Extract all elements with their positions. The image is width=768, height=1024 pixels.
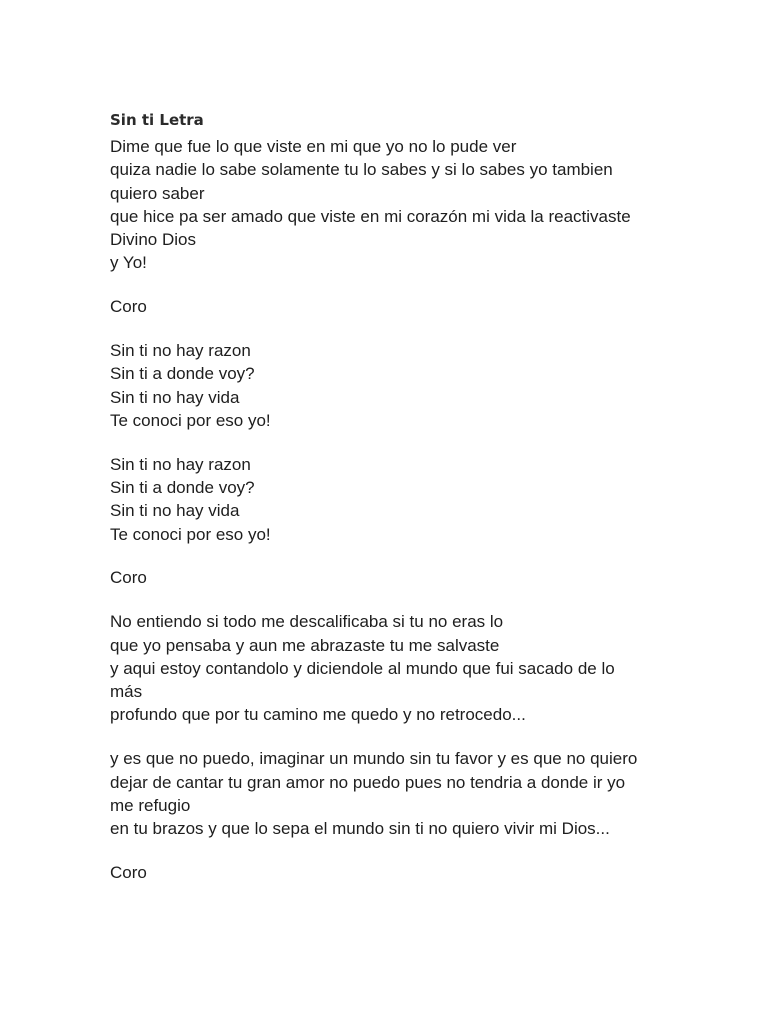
stanza-verse-1 bbox=[110, 135, 670, 275]
lyric-line: Coro bbox=[110, 568, 147, 588]
lyric-line: Sin ti no hay razon bbox=[110, 454, 251, 474]
stanza-chorus-label-2 bbox=[110, 566, 670, 589]
stanza-chorus-1 bbox=[110, 339, 670, 432]
lyric-line: me refugio bbox=[110, 795, 191, 815]
lyric-line: más bbox=[110, 682, 143, 702]
lyric-line: Sin ti a donde voy? bbox=[110, 364, 255, 384]
stanza-chorus-2 bbox=[110, 453, 670, 546]
lyric-line: dejar de cantar tu gran amor no puedo pues no tendria a donde ir yo bbox=[110, 772, 626, 792]
lyric-line: quiza nadie lo sabe solamente tu lo sabes y si lo sabes yo tambien bbox=[110, 160, 613, 180]
lyric-line: Sin ti no hay razon bbox=[110, 341, 251, 361]
lyric-line: en tu brazos y que lo sepa el mundo sin ti no quiero vivir mi Dios... bbox=[110, 819, 610, 839]
lyrics-body bbox=[110, 135, 670, 905]
lyric-line: Dime que fue lo que viste en mi que yo no lo pude ver bbox=[110, 137, 517, 156]
song-title: Sin ti Letra bbox=[110, 111, 204, 129]
lyric-line: y es que no puedo, imaginar un mundo sin tu favor y es que no quiero bbox=[110, 749, 638, 769]
lyric-line: Te conoci por eso yo! bbox=[110, 524, 271, 544]
lyric-line: quiero saber bbox=[110, 183, 205, 203]
lyric-line: Sin ti no hay vida bbox=[110, 387, 240, 407]
lyric-line: Divino Dios bbox=[110, 230, 196, 250]
lyric-line: Sin ti a donde voy? bbox=[110, 478, 255, 498]
lyric-line: y aqui estoy contandolo y diciendole al mundo que fui sacado de lo bbox=[110, 658, 615, 678]
lyric-line: Sin ti no hay vida bbox=[110, 501, 240, 521]
lyric-line: Te conoci por eso yo! bbox=[110, 410, 271, 430]
stanza-chorus-label-3 bbox=[110, 861, 670, 884]
stanza-chorus-label-1 bbox=[110, 295, 670, 318]
lyric-line: profundo que por tu camino me quedo y no retrocedo... bbox=[110, 705, 526, 725]
lyric-line: No entiendo si todo me descalificaba si tu no eras lo bbox=[110, 612, 504, 632]
lyric-line: que hice pa ser amado que viste en mi corazón mi vida la reactivaste bbox=[110, 206, 631, 226]
stanza-verse-2 bbox=[110, 610, 670, 726]
lyric-line: Coro bbox=[110, 862, 147, 882]
lyric-line: Coro bbox=[110, 297, 147, 317]
lyric-line: y Yo! bbox=[110, 253, 147, 273]
lyric-line: que yo pensaba y aun me abrazaste tu me salvaste bbox=[110, 635, 500, 655]
stanza-verse-3 bbox=[110, 747, 670, 840]
